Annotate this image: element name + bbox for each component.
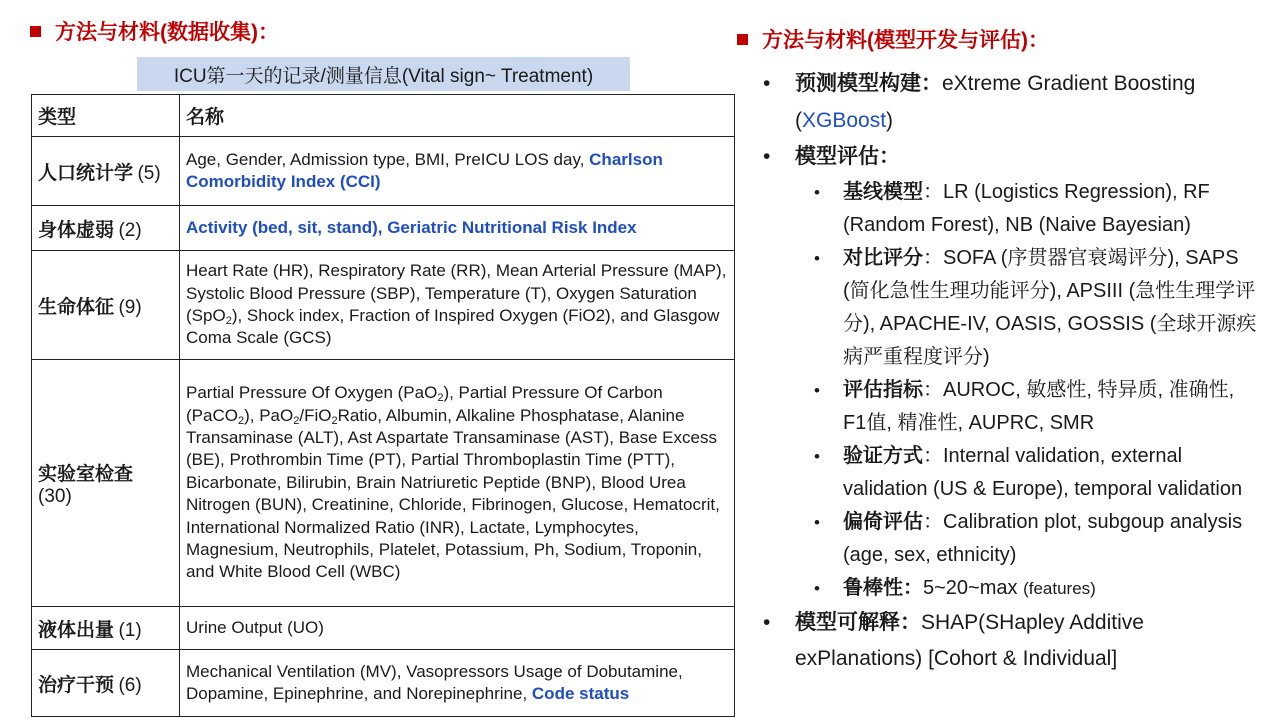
highlight-text: Code status	[531, 684, 630, 703]
category-count: (5)	[137, 162, 161, 184]
header-type: 类型	[32, 95, 180, 137]
subscript: 2	[437, 392, 444, 405]
xgboost-link[interactable]: XGBoost	[802, 108, 887, 132]
right-section-title-text: 方法与材料(模型开发与评估)：	[762, 29, 1049, 52]
category-cell	[32, 650, 180, 717]
category-name: 治疗干预	[38, 674, 115, 696]
subscript: 2	[237, 414, 245, 427]
sub-bullet-robustness	[762, 572, 1262, 605]
bullet-text: eXtreme Gradient Boosting (	[795, 72, 1196, 132]
category-count: (1)	[118, 619, 142, 641]
names-text: ), Partial Pressure Of Carbon (PaCO	[186, 383, 663, 425]
category-cell	[32, 251, 180, 360]
names-cell	[180, 206, 735, 251]
data-collection-table	[31, 94, 735, 717]
highlight-text: Charlson Comorbidity Index (CCI)	[186, 149, 663, 191]
bullet-label: 模型评估：	[795, 145, 900, 168]
category-cell	[32, 360, 180, 607]
sub-bullet-label: 对比评分	[843, 246, 923, 269]
left-section-title-text: 方法与材料(数据收集)：	[55, 21, 279, 44]
square-bullet-icon	[30, 26, 41, 37]
category-cell	[32, 137, 180, 206]
sub-bullet-validation	[762, 440, 1262, 506]
bullet-label: 预测模型构建：	[795, 72, 942, 95]
header-name: 名称	[180, 95, 735, 137]
category-name: 身体虚弱	[38, 219, 115, 241]
sub-bullet-metrics	[762, 374, 1262, 440]
bullet-text: SHAP(SHapley Additive exPlanations) [Cohort & Individual]	[795, 610, 1144, 670]
category-name: 人口统计学	[38, 162, 134, 184]
left-section-title	[30, 16, 279, 46]
sub-bullet-text: ：AUROC, 敏感性, 特异质, 准确性, F1值, 精准性, AUPRC, SMR	[843, 378, 1235, 434]
sub-bullet-text: ：SOFA (序贯器官衰竭评分), SAPS (简化急性生理功能评分), APSIII (急性生理学评分), APACHE-IV, OASIS, GOSSIS (全球开源疾病严重程度评分)	[843, 246, 1257, 368]
bullet-text-end: )	[886, 108, 894, 132]
category-count: (30)	[38, 485, 72, 507]
table-row-lab-tests	[32, 360, 735, 607]
sub-bullet-label: 偏倚评估	[843, 510, 923, 533]
table-header-row	[32, 95, 735, 137]
sub-bullet-label: 鲁棒性：	[843, 576, 923, 599]
sub-bullet-label: 评估指标	[843, 378, 923, 401]
category-name: 实验室检查	[38, 463, 134, 485]
sub-bullet-label: 验证方式	[843, 444, 923, 467]
sub-bullet-small-text: (features)	[1023, 578, 1096, 598]
sub-bullet-text: ：Calibration plot, subgoup analysis (age, sex, ethnicity)	[843, 510, 1243, 566]
names-cell	[180, 251, 735, 360]
subscript: 2	[331, 414, 338, 427]
names-cell	[180, 607, 735, 650]
names-cell	[180, 650, 735, 717]
bullet-label: 模型可解释：	[795, 610, 921, 634]
sub-bullet-label: 基线模型	[843, 180, 923, 203]
sub-bullet-text: ：Internal validation, external validation (US & Europe), temporal validation	[843, 444, 1243, 500]
table-row-demographics	[32, 137, 735, 206]
names-text: ), PaO	[244, 405, 294, 425]
bullet-interpretability	[762, 605, 1262, 678]
bullet-model-construction	[762, 66, 1262, 139]
names-text: Partial Pressure Of Oxygen (PaO	[186, 383, 438, 403]
names-cell	[180, 137, 735, 206]
names-text: ), Shock index, Fraction of Inspired Oxygen (FiO2), and Glasgow Coma Scale (GCS)	[186, 306, 720, 348]
sub-bullet-compare-scores	[762, 242, 1262, 374]
table-row-treatment	[32, 650, 735, 717]
names-text: /FiO	[299, 405, 332, 425]
subscript: 2	[293, 414, 300, 427]
square-bullet-icon	[737, 34, 748, 45]
names-text: Heart Rate (HR), Respiratory Rate (RR), Mean Arterial Pressure (MAP), Systolic Blood Pressure (SBP), Temperature (T), Oxygen Saturation (SpO	[186, 261, 727, 325]
highlight-text: Activity (bed, sit, stand), Geriatric Nutritional Risk Index	[186, 217, 637, 237]
category-name: 液体出量	[38, 619, 115, 641]
names-text: Ratio, Albumin, Alkaline Phosphatase, Alanine Transaminase (ALT), Ast Aspartate Transaminase (AST), Base Excess (BE), Prothrombin Time (PT), Partial Thromboplastin Time (PTT), Bicarbonate, Bilirubin, Brain Natriuretic Peptide (BNP), Blood Urea Nitrogen (BUN), Creatinine, Chloride, Fibrinogen, Glucose, Hematocrit, International Normalized Ratio (INR), Lactate, Lymphocytes, Magnesium, Neutrophils, Platelet, Potassium, Ph, Sodium, Troponin, and White Blood Cell (WBC)	[186, 405, 720, 582]
category-count: (6)	[118, 674, 142, 696]
names-text: Age, Gender, Admission type, BMI, PreICU LOS day,	[186, 149, 590, 169]
bullet-model-evaluation	[762, 139, 1262, 176]
sub-bullet-baseline	[762, 176, 1262, 242]
category-cell	[32, 607, 180, 650]
table-row-frailty	[32, 206, 735, 251]
names-text: Mechanical Ventilation (MV), Vasopressors Usage of Dobutamine, Dopamine, Epinephrine, and Norepinephrine,	[186, 661, 683, 703]
category-name: 生命体征	[38, 296, 115, 318]
category-count: (2)	[118, 219, 142, 241]
names-cell	[180, 360, 735, 607]
model-bullet-list	[762, 66, 1262, 678]
names-text: Urine Output (UO)	[186, 617, 324, 637]
category-count: (9)	[118, 296, 142, 318]
sub-bullet-text: ：LR (Logistics Regression), RF (Random Forest), NB (Naive Bayesian)	[843, 180, 1210, 236]
sub-bullet-text: 5~20~max	[923, 576, 1024, 599]
table-row-vital-signs	[32, 251, 735, 360]
subscript: 2	[225, 315, 232, 327]
table-caption: ICU第一天的记录/测量信息(Vital sign~ Treatment)	[137, 57, 630, 91]
right-section-title	[737, 24, 1049, 54]
table-row-fluid-output	[32, 607, 735, 650]
sub-bullet-bias	[762, 506, 1262, 572]
category-cell	[32, 206, 180, 251]
